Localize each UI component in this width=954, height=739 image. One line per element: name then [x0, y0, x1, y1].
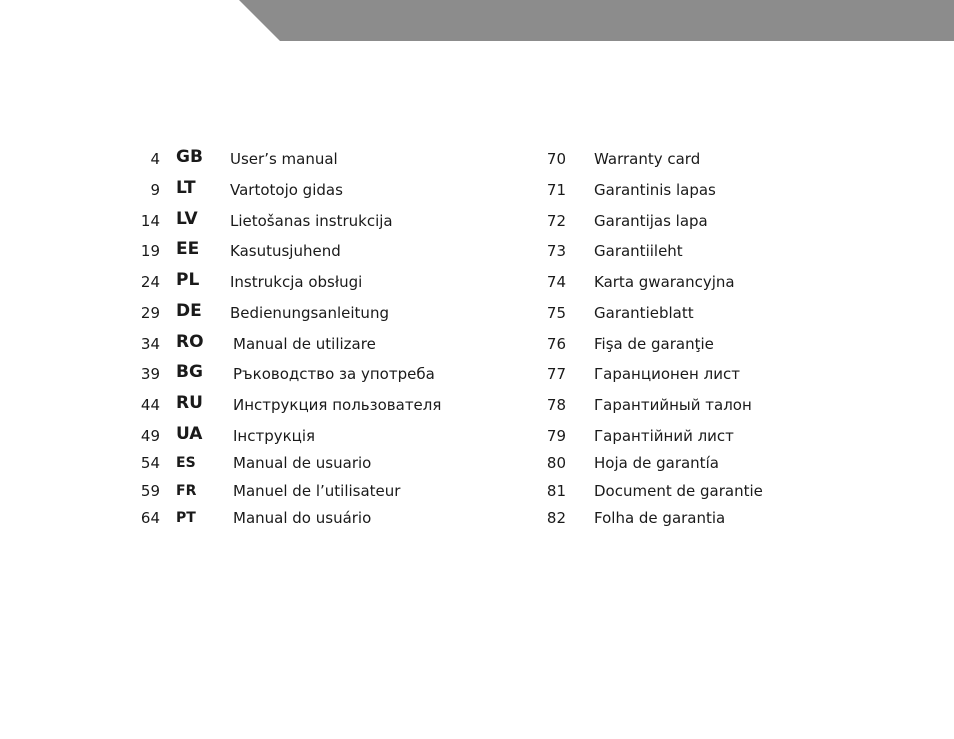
- warranty-title: Garantinis lapas: [594, 181, 716, 199]
- language-code: LT: [176, 178, 196, 198]
- manual-title: User’s manual: [230, 150, 338, 168]
- page-number: 44: [140, 396, 160, 414]
- warranty-title: Hoja de garantía: [594, 454, 719, 472]
- page-number: 4: [150, 150, 160, 168]
- page-number: 9: [150, 181, 160, 199]
- warranty-title: Гарантійний лист: [594, 427, 734, 445]
- language-code: RO: [176, 332, 204, 352]
- warranty-title: Garantieblatt: [594, 304, 694, 322]
- page-number: 54: [140, 454, 160, 472]
- manual-title: Manual de utilizare: [233, 335, 376, 353]
- page-number: 59: [140, 482, 160, 500]
- manual-title: Bedienungsanleitung: [230, 304, 389, 322]
- language-code: EE: [176, 239, 200, 259]
- page-number: 49: [140, 427, 160, 445]
- warranty-title: Document de garantie: [594, 482, 763, 500]
- manual-title: Kasutusjuhend: [230, 242, 341, 260]
- page-number: 82: [546, 509, 566, 527]
- page-number: 70: [546, 150, 566, 168]
- page-number: 77: [546, 365, 566, 383]
- warranty-title: Fişa de garanţie: [594, 335, 714, 353]
- warranty-title: Гаранционен лист: [594, 365, 740, 383]
- language-code: RU: [176, 393, 203, 413]
- warranty-title: Garantijas lapa: [594, 212, 708, 230]
- manual-title: Manuel de l’utilisateur: [233, 482, 401, 500]
- header-band-shape: [239, 0, 954, 41]
- language-code: BG: [176, 362, 203, 382]
- header-band: [0, 0, 954, 41]
- page-number: 72: [546, 212, 566, 230]
- language-code: LV: [176, 209, 198, 229]
- warranty-title: Гарантийный талон: [594, 396, 752, 414]
- page-number: 78: [546, 396, 566, 414]
- language-code: GB: [176, 147, 203, 167]
- warranty-title: Karta gwarancyjna: [594, 273, 735, 291]
- manual-title: Instrukcja obsługi: [230, 273, 363, 291]
- language-code: UA: [176, 424, 203, 444]
- page-number: 19: [140, 242, 160, 260]
- page-number: 74: [546, 273, 566, 291]
- manual-title: Vartotojo gidas: [230, 181, 343, 199]
- page-number: 81: [546, 482, 566, 500]
- page-number: 24: [140, 273, 160, 291]
- warranty-title: Folha de garantia: [594, 509, 726, 527]
- warranty-title: Garantiileht: [594, 242, 683, 260]
- language-code: FR: [176, 483, 197, 499]
- page-number: 34: [140, 335, 160, 353]
- page-number: 29: [140, 304, 160, 322]
- page-number: 79: [546, 427, 566, 445]
- manual-title: Інструкція: [233, 427, 316, 445]
- language-code: ES: [176, 455, 196, 471]
- language-code: PL: [176, 270, 200, 290]
- page-number: 76: [546, 335, 566, 353]
- page-number: 71: [546, 181, 566, 199]
- manual-title: Manual de usuario: [233, 454, 372, 472]
- manual-title: Ръководство за употреба: [233, 365, 435, 383]
- page-number: 64: [140, 509, 160, 527]
- warranty-title: Warranty card: [594, 150, 701, 168]
- page-number: 39: [140, 365, 160, 383]
- manual-title: Manual do usuário: [233, 509, 372, 527]
- manual-title: Инструкция пользователя: [233, 396, 442, 414]
- page-number: 14: [140, 212, 160, 230]
- page-number: 80: [546, 454, 566, 472]
- language-code: PT: [176, 510, 196, 526]
- page-number: 73: [546, 242, 566, 260]
- language-code: DE: [176, 301, 202, 321]
- page-number: 75: [546, 304, 566, 322]
- manual-title: Lietošanas instrukcija: [230, 212, 393, 230]
